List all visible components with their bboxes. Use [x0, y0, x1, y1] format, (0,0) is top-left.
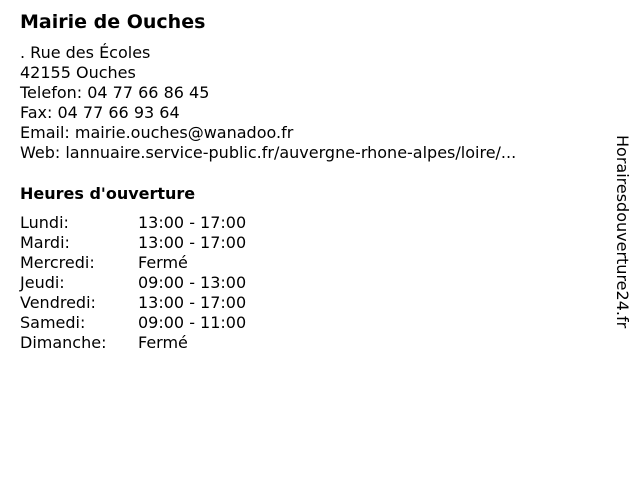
address-block: [20, 43, 516, 163]
street-address: . Rue des Écoles: [20, 43, 151, 62]
day-label: Mardi:: [20, 233, 70, 252]
fax-number: Fax: 04 77 66 93 64: [20, 103, 180, 122]
web-label: Web:: [20, 143, 66, 162]
hours-row-monday: [20, 213, 246, 233]
day-label: Mercredi:: [20, 253, 95, 272]
time-value: 13:00 - 17:00: [138, 293, 247, 312]
hours-heading: Heures d'ouverture: [20, 184, 196, 203]
time-value: Fermé: [138, 333, 188, 352]
postal-city: 42155 Ouches: [20, 63, 136, 82]
phone-number[interactable]: Telefon: 04 77 66 86 45: [20, 83, 210, 102]
hours-row-tuesday: [20, 233, 246, 253]
opening-hours-table: [20, 213, 246, 353]
day-label: Lundi:: [20, 213, 69, 232]
time-value: 09:00 - 13:00: [138, 273, 247, 292]
time-value: Fermé: [138, 253, 188, 272]
time-value: 13:00 - 17:00: [138, 213, 247, 232]
hours-row-friday: [20, 293, 246, 313]
website-link[interactable]: lannuaire.service-public.fr/auvergne-rhone-alpes/loire/...: [65, 143, 517, 162]
hours-row-saturday: [20, 313, 246, 333]
email-address[interactable]: Email: mairie.ouches@wanadoo.fr: [20, 123, 294, 142]
page-title: Mairie de Ouches: [20, 11, 206, 33]
time-value: 09:00 - 11:00: [138, 313, 247, 332]
day-label: Dimanche:: [20, 333, 107, 352]
time-value: 13:00 - 17:00: [138, 233, 247, 252]
day-label: Samedi:: [20, 313, 86, 332]
hours-row-sunday: [20, 333, 246, 353]
web-line: [20, 143, 516, 163]
hours-row-wednesday: [20, 253, 246, 273]
site-brand-vertical: Horairesdouverture24.fr: [613, 135, 632, 329]
day-label: Jeudi:: [20, 273, 65, 292]
hours-row-thursday: [20, 273, 246, 293]
day-label: Vendredi:: [20, 293, 96, 312]
